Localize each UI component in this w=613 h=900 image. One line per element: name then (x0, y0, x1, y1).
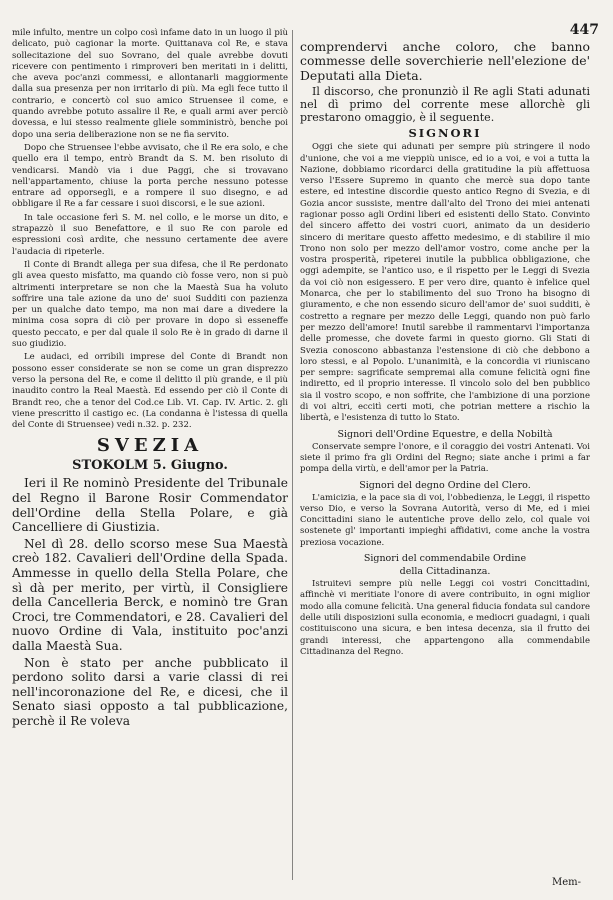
left-paragraph-8: Non è stato per anche pubblicato il perdono solito darsi a varie classi di rei nell'incoronazione del Re, e dicesi, che il Senato siasi opposto a tal pubblicazione, perchè il Re voleva (12, 655, 288, 728)
page-number: 447 (569, 22, 599, 38)
left-paragraph-1: mile infulto, mentre un colpo così infame dato in un luogo il più delicato, può cagionar la morte. Quittanava col Re, e stava sollecitazione del suo Sovrano, del quale avrebbe dovuti ricevere con pentimento i rimproveri ben meritati in i delitti, che aveva poc'anzi commessi, e allontanarli maggiormente dalla sua presenza per non irritarlo di più. Ma egli fece tutto il contrario, e concertò col suo amico Struensee il come, e quando avrebbe potuto assalire il Re, e quali armi aver perciò dovessa, e lui stesso realmente gliele somministrò, benche poi dopo una seria deliberazione non se ne fia servito. (12, 28, 288, 140)
heading-ordine-clero: Signori del degno Ordine del Clero. (359, 479, 531, 491)
section-header-svezia: SVEZIA (96, 435, 204, 457)
catchword: Mem- (551, 877, 581, 888)
right-paragraph-5: L'amicizia, e la pace sia di voi, l'obbedienza, le Leggi, il rispetto verso Dio, e verso la Sovrana Autorità, verso di Me, ed i miei Concittadini siano le autentiche prove dello zelo, col quale voi sostenete gl' importanti impieghi affidativi, come anche la vostra preziosa vocazione. (300, 492, 590, 548)
heading-ordine-equestre: Signori dell'Ordine Equestre, e della Nobiltà (337, 428, 553, 440)
right-paragraph-2: Il discorso, che pronunziò il Re agli Stati adunati nel dì primo del corrente mese allorchè gli prestarono omaggio, è il seguente. (300, 85, 590, 125)
column-divider (292, 30, 293, 880)
right-paragraph-6: Istruitevi sempre più nelle Leggi coi vostri Concittadini, affinchè vi meritiate l'onore di avere contribuito, in ogni miglior modo alla comune felicità. Una general fiducia fondata sul candore delle utili disposizioni sulla economia, e mediocri guadagni, i quali costituiscono una sicura, e ben intesa decenza, sia il frutto dei grandi interessi, che appartengono alla commendabile Cittadinanza del Regno. (300, 579, 590, 657)
right-paragraph-3: Oggi che siete qui adunati per sempre più stringere il nodo d'unione, che voi a me vieppiù unisce, ed io a voi, e voi a tutta la Nazione, dobbiamo ricordarci della gratitudine la più affettuosa verso l'Essere Supremo in quanto che mercè sua dopo tante estere, ed intestine discordie questo antico Regno di Svezia, e di Gozia ancor sussiste, mentre dall'alto del Trono dei miei antenati ragionar posso agli Ordini liberi ed esistenti dello Stato. Convinto del sincero affetto dei vostri cuori, animato da un desiderio sincero di meritare questo affetto medesimo, e di stabilire il mio Trono non solo per mezzo dell'amor vostro, come anche per la vostra prosperità, ripeterei inutile la pubblica obbligazione, che oggi adempite, se l'antico uso, e il rispetto per le Leggi di Svezia da voi ciò non esigessero. E per vero dire, quanto è infelice quel Monarca, che per lo stabilimento del suo Trono ha bisogno di giuramento, e che non essendo sicuro dell'amor de' suoi sudditi, è costretto a regnare per mezzo delle Leggi, quando non può farlo per mezzo dell'amore! Inutil sarebbe il rammentarvi l'importanza delle promesse, che dovete farmi in questo giorno. Gli Stati di Svezia conoscono abbastanza l'estensione di ciò che debbono a loro stessi, e al Popolo. L'unanimità, e la concordia vi riuniscano per sempre: sagrificate sempremai alla comune felicità ogni fine indiretto, ed il proprio interesse. Il vincolo solo del ben pubblico sia il vostro scopo, e non soffrite, che l'ambizione di una porzione di voi altri, eccitì certi moti, che potrian mettere a rischio la libertà, e l'esistenza di tutto lo Stato. (300, 142, 590, 424)
left-paragraph-7: Nel dì 28. dello scorso mese Sua Maestà creò 182. Cavalieri dell'Ordine della Spada. Ammesse in quello della Stella Polare, che sì dà per merito, per virtù, il Consigliere della Cancelleria Berck, e nominò tre Gran Croci, tre Commendatori, e 28. Cavalieri del nuovo Ordine di Vala, instituito poc'anzi dalla Maestà Sua. (12, 536, 288, 653)
left-paragraph-5: Le audaci, ed orribili imprese del Conte di Brandt non possono esser considerate se non se come un gran disprezzo verso la persona del Re, e come il delitto il più grande, e il più inaudito contro la Real Maestà. Ed essendo per ciò il Conte di Brandt reo, che a tenor del Cod.ce Lib. VI. Cap. IV. Artic. 2. gli viene prescritto il castigo ec. (La condanna è l'istessa di quella del Conte di Struensee) vedi n.32. p. 232. (12, 352, 288, 431)
left-paragraph-4: Il Conte di Brandt allega per sua difesa, che il Re perdonato gli avea questo misfatto, ma quando ciò fosse vero, non si può altrimenti interpretare se non che la Maestà Sua ha voluto soffrire una tale azione da uno de' suoi Sudditi con pazienza per un qualche dato tempo, ma non mai dare a divedere la minima cosa sopra di ciò per provare in dopo sì esseneffe questo peccato, e per dal quale il solo Re è in grado di darne il suo giudizio. (12, 259, 288, 350)
signori-heading: SIGNORI (408, 126, 482, 141)
dateline: STOKOLM 5. Giugno. (72, 458, 228, 474)
heading-cittadinanza-line1: Signori del commendabile Ordine (363, 553, 527, 565)
heading-cittadinanza-line2: della Cittadinanza. (399, 566, 491, 578)
right-paragraph-4: Conservate sempre l'onore, e il coraggio dei vostri Antenati. Voi siete il primo fra gli Ordini del Regno; siate anche i primi a far pompa della virtù, e dell'amor per la Patria. (300, 441, 590, 475)
right-column (300, 40, 590, 870)
left-paragraph-3: In tale occasione ferì S. M. nel collo, e le morse un dito, e strapazzò il suo Benefattore, e il suo Re con parole ed espressioni così ardite, che nessuno certamente dee avere l'audacia di ripeterle. (12, 212, 288, 257)
right-paragraph-1: comprendervi anche coloro, che banno commesse delle soverchierie nell'elezione de' Deputati alla Dieta. (300, 40, 590, 83)
left-column (12, 28, 288, 888)
left-paragraph-2: Dopo che Struensee l'ebbe avvisato, che il Re era solo, e che quello era il tempo, entrò Brandt da S. M. ben risoluto di vendicarsi. Mandò via i due Paggi, che si trovavano nell'appartamento, chiuse la porta perche nessuno potesse entrare ad opporsegli, e a rompere il suo disegno, e ad obbligare il Re a far cessare i suoi discorsi, e le sue azioni. (12, 142, 288, 210)
left-paragraph-6: Ieri il Re nominò Presidente del Tribunale del Regno il Barone Rosir Commendator dell'Ordine della Stella Polare, e già Cancelliere di Giustizia. (12, 476, 288, 535)
